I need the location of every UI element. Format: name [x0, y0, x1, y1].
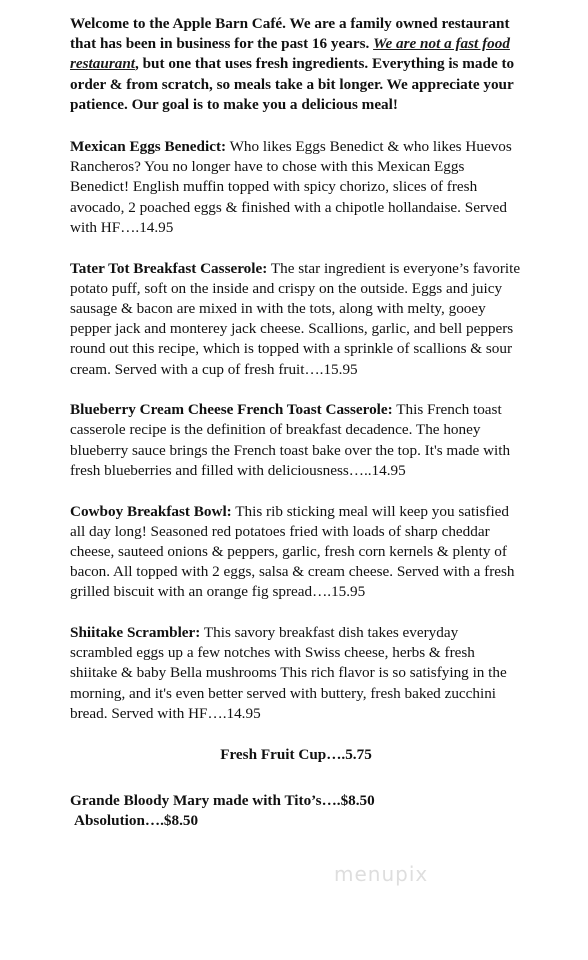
menu-item-name: Cowboy Breakfast Bowl: [70, 502, 232, 520]
menu-item-name: Mexican Eggs Benedict: [70, 138, 227, 156]
menu-item-description: The star ingredient is everyone’s favorite potato puff, soft on the inside and crispy on the outside. Eggs and juicy sausage & bacon are mixed in with the tots, along with melty, gooey pepper jack and monterey jack cheese. Scallions, garlic, and bell peppers round out this recipe, which is topped with a sprinkle of scallions & sour cream. Served with a cup of fresh fruit….15.95 [70, 259, 521, 378]
drinks-section [70, 791, 522, 831]
drink-bloody-mary: Grande Bloody Mary made with Tito’s….$8.50 [70, 791, 375, 809]
watermark: menupix [334, 862, 429, 886]
menu-item-shiitake-scrambler [70, 623, 522, 724]
menu-item-name: Blueberry Cream Cheese French Toast Casserole: [70, 401, 393, 419]
menu-item-description: This French toast casserole recipe is the definition of breakfast decadence. The honey blueberry sauce brings the French toast bake over the top. It's made with fresh blueberries and filled with deliciousness…..14.95 [70, 401, 511, 479]
menu-item-name: Shiitake Scrambler: [70, 624, 201, 642]
intro-text-end: , but one that uses fresh ingredients. Everything is made to order & from scratch, so meals take a bit longer. We appreciate your patience. Our goal is to make you a delicious meal! [70, 55, 515, 113]
menu-item-description: This savory breakfast dish takes everyday scrambled eggs up a few notches with Swiss cheese, herbs & fresh shiitake & baby Bella mushrooms This rich flavor is so satisfying in the morning, and it's even better served with buttery, fresh baked zucchini bread. Served with HF….14.95 [70, 624, 507, 722]
drink-absolution: Absolution….$8.50 [74, 812, 199, 829]
menu-item-mexican-eggs-benedict [70, 137, 522, 238]
fresh-fruit-cup: Fresh Fruit Cup….5.75 [220, 745, 372, 763]
menu-item-description: Who likes Eggs Benedict & who likes Huevos Rancheros? You no longer have to chose with this Mexican Eggs Benedict! English muffin topped with spicy chorizo, slices of fresh avocado, 2 poached eggs & finished with a chipotle hollandaise. Served with HF….14.95 [70, 138, 512, 236]
menu-item-tater-tot-casserole [70, 259, 522, 380]
intro-emphasis: We are not a fast food restaurant [70, 35, 510, 73]
menu-item-cowboy-breakfast-bowl [70, 502, 522, 603]
intro-paragraph [70, 14, 522, 115]
menu-item-name: Tater Tot Breakfast Casserole: [70, 259, 268, 277]
intro-text-start: Welcome to the Apple Barn Café. We are a family owned restaurant that has been in business for the past 16 years. [70, 15, 510, 53]
menu-item-description: This rib sticking meal will keep you satisfied all day long! Seasoned red potatoes fried with loads of sharp cheddar cheese, sauteed onions & peppers, garlic, fresh corn kernels & plenty of bacon. All topped with 2 eggs, salsa & cream cheese. Served with a fresh grilled biscuit with an orange fig spread….15.95 [70, 502, 515, 601]
menu-page [70, 14, 522, 846]
menu-item-blueberry-french-toast [70, 400, 522, 481]
